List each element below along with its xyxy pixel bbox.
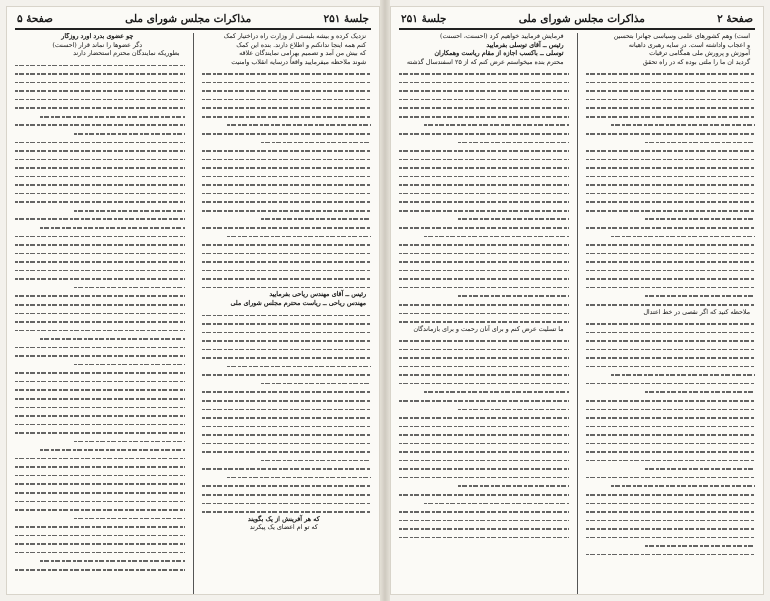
- right-page-number: صفحهٔ ۲: [717, 13, 753, 25]
- text-line-placeholder: [399, 214, 569, 223]
- text-line-placeholder: [399, 456, 569, 465]
- text-line-placeholder: [15, 531, 185, 540]
- text-line-placeholder: [586, 291, 756, 300]
- text-line-placeholder: [586, 78, 756, 87]
- text-line-placeholder: [202, 232, 372, 241]
- text-line-placeholder: [15, 249, 185, 258]
- text-line-placeholder: [202, 206, 372, 215]
- text-line-placeholder: [586, 413, 756, 422]
- text-line-placeholder: [202, 447, 372, 456]
- text-line-placeholder: [202, 490, 372, 499]
- text-line-placeholder: [586, 422, 756, 431]
- text-line-placeholder: [586, 163, 756, 172]
- text-line-placeholder: [15, 479, 185, 488]
- column-divider: [577, 33, 578, 595]
- book-gutter: [380, 0, 390, 601]
- text-line-placeholder: [15, 317, 185, 326]
- text-line-placeholder: [15, 445, 185, 454]
- text-line-placeholder: [15, 394, 185, 403]
- text-line-placeholder: [399, 249, 569, 258]
- text-line-placeholder: [586, 370, 756, 379]
- text-line: ملاحظه کنید که اگر نقصی در خط اعتدال: [643, 308, 750, 316]
- text-line-placeholder: [202, 155, 372, 164]
- text-line-placeholder: [399, 300, 569, 309]
- text-line: ما تسلیت عرض کنم و برای آنان رحمت و برای بازماندگان: [413, 325, 564, 333]
- text-line-placeholder: [15, 522, 185, 531]
- text-line-placeholder: [15, 471, 185, 480]
- text-line-placeholder: [15, 300, 185, 309]
- text-line-placeholder: [586, 499, 756, 508]
- speaker-line: مهندس ریاحی ــ ریاست محترم مجلس شورای ملی: [230, 299, 366, 307]
- body-text-block: [15, 61, 185, 574]
- text-line-placeholder: [15, 214, 185, 223]
- right-page-title: مذاکرات مجلس شورای ملی: [518, 13, 645, 25]
- left-page-header: [15, 11, 371, 30]
- text-line-placeholder: [586, 328, 756, 337]
- text-line-placeholder: [399, 163, 569, 172]
- text-line-placeholder: [202, 78, 372, 87]
- text-line-placeholder: [586, 274, 756, 283]
- text-line-placeholder: [586, 319, 756, 328]
- text-line-placeholder: [586, 257, 756, 266]
- left-page-title: مذاکرات مجلس شورای ملی: [125, 13, 252, 25]
- text-line-placeholder: [399, 447, 569, 456]
- text-line-placeholder: [202, 214, 372, 223]
- text-line-placeholder: [202, 172, 372, 181]
- text-line-placeholder: [202, 129, 372, 138]
- text-line-placeholder: [586, 180, 756, 189]
- text-line-placeholder: [399, 439, 569, 448]
- text-line-placeholder: [399, 499, 569, 508]
- text-line-placeholder: [202, 86, 372, 95]
- text-line-placeholder: [586, 189, 756, 198]
- text-line-placeholder: [202, 464, 372, 473]
- text-line-placeholder: [202, 481, 372, 490]
- text-line-placeholder: [202, 240, 372, 249]
- text-line-placeholder: [399, 86, 569, 95]
- text-line-placeholder: [15, 86, 185, 95]
- text-line-placeholder: [15, 257, 185, 266]
- text-line-placeholder: [399, 396, 569, 405]
- text-line-placeholder: [586, 103, 756, 112]
- text-line-placeholder: [15, 232, 185, 241]
- text-line-placeholder: [202, 311, 372, 320]
- text-line: که بیش من آمد و تصمیم بهرامی نمایندگان علاقه: [239, 50, 366, 58]
- text-line-placeholder: [202, 283, 372, 292]
- text-line: فرمایش فرمایید خواهیم کرد (احسنت، احسنت): [439, 33, 564, 40]
- text-line-placeholder: [202, 249, 372, 258]
- text-line-placeholder: [15, 223, 185, 232]
- text-line-placeholder: [15, 428, 185, 437]
- text-line-placeholder: [15, 505, 185, 514]
- text-line: شوند ملاحظه میفرمایید واقعاً درسایه انقلاب وامنیت: [231, 58, 366, 66]
- text-line-placeholder: [399, 232, 569, 241]
- text-line-placeholder: [399, 138, 569, 147]
- text-line-placeholder: [399, 257, 569, 266]
- text-line-placeholder: [15, 326, 185, 335]
- text-line-placeholder: [399, 481, 569, 490]
- text-line-placeholder: [586, 362, 756, 371]
- body-text-block: [202, 69, 372, 291]
- text-line-placeholder: [586, 283, 756, 292]
- text-line-placeholder: [202, 146, 372, 155]
- text-line-placeholder: [399, 197, 569, 206]
- text-line-placeholder: [202, 499, 372, 508]
- text-line-placeholder: [202, 223, 372, 232]
- text-line-placeholder: [15, 274, 185, 283]
- text-line-placeholder: [399, 283, 569, 292]
- text-line-placeholder: [15, 69, 185, 78]
- text-line-placeholder: [15, 548, 185, 557]
- text-line-placeholder: [586, 249, 756, 258]
- text-line-placeholder: [586, 197, 756, 206]
- text-line-placeholder: [586, 533, 756, 542]
- text-line-placeholder: [202, 257, 372, 266]
- text-line-placeholder: [399, 240, 569, 249]
- text-line-placeholder: [399, 78, 569, 87]
- text-line-placeholder: [202, 422, 372, 431]
- text-line-placeholder: [15, 120, 185, 129]
- text-line-placeholder: [586, 516, 756, 525]
- body-text-block: [399, 69, 569, 325]
- text-line-placeholder: [399, 533, 569, 542]
- text-line-placeholder: [399, 464, 569, 473]
- text-line-placeholder: [202, 120, 372, 129]
- text-line-placeholder: [586, 232, 756, 241]
- text-line-placeholder: [202, 103, 372, 112]
- text-line-placeholder: [15, 197, 185, 206]
- text-line-placeholder: [586, 206, 756, 215]
- text-line-placeholder: [586, 345, 756, 354]
- text-line-placeholder: [586, 464, 756, 473]
- left-page: [6, 6, 380, 595]
- body-text-block: [586, 69, 756, 308]
- text-line-placeholder: [586, 86, 756, 95]
- text-line-placeholder: [399, 120, 569, 129]
- text-line-placeholder: [202, 274, 372, 283]
- text-line-placeholder: [399, 129, 569, 138]
- text-line-placeholder: [15, 488, 185, 497]
- text-line-placeholder: [399, 309, 569, 318]
- text-line-placeholder: [15, 462, 185, 471]
- text-line-placeholder: [586, 69, 756, 78]
- text-line-placeholder: [586, 524, 756, 533]
- text-line-placeholder: [202, 112, 372, 121]
- text-line-placeholder: [586, 112, 756, 121]
- text-line-placeholder: [15, 291, 185, 300]
- text-line-placeholder: [15, 565, 185, 574]
- text-line-placeholder: [399, 103, 569, 112]
- text-line-placeholder: [202, 336, 372, 345]
- speaker-line: توسلی ــ باکسب اجازه از مقام ریاست وهمکاران: [434, 50, 564, 58]
- body-text-block: [202, 311, 372, 516]
- text-line-placeholder: [15, 411, 185, 420]
- text-line-placeholder: [399, 507, 569, 516]
- text-line-placeholder: [202, 396, 372, 405]
- text-line-placeholder: [399, 172, 569, 181]
- text-line-placeholder: [399, 379, 569, 388]
- text-line: بطوریکه نمایندگان محترم استحضار دارند: [73, 50, 180, 58]
- text-line-placeholder: [586, 172, 756, 181]
- text-line-placeholder: [15, 61, 185, 70]
- right-page-session: جلسهٔ ۲۵۱: [401, 13, 447, 25]
- text-line-placeholder: [202, 345, 372, 354]
- text-line-placeholder: [202, 430, 372, 439]
- text-line-placeholder: [399, 146, 569, 155]
- text-line-placeholder: [15, 309, 185, 318]
- text-line-placeholder: [586, 300, 756, 309]
- text-line-placeholder: [15, 172, 185, 181]
- text-line-placeholder: [586, 541, 756, 550]
- verse-line: دگر عضوها را نماند قرار (احسنت): [52, 41, 143, 49]
- text-line-placeholder: [15, 420, 185, 429]
- text-line-placeholder: [399, 189, 569, 198]
- left-page-right-column: [202, 33, 372, 595]
- text-line-placeholder: [15, 403, 185, 412]
- text-line-placeholder: [15, 206, 185, 215]
- text-line-placeholder: [586, 214, 756, 223]
- text-line-placeholder: [586, 550, 756, 559]
- text-line-placeholder: [15, 283, 185, 292]
- text-line-placeholder: [586, 387, 756, 396]
- column-divider: [193, 33, 194, 595]
- text-line-placeholder: [399, 95, 569, 104]
- text-line-placeholder: [586, 95, 756, 104]
- text-line-placeholder: [15, 368, 185, 377]
- text-line-placeholder: [399, 266, 569, 275]
- text-line-placeholder: [399, 69, 569, 78]
- text-line-placeholder: [202, 266, 372, 275]
- text-line-placeholder: [399, 387, 569, 396]
- text-line-placeholder: [399, 422, 569, 431]
- text-line: گردید ان ما را ملتی بوده که در راه تحقق: [642, 58, 750, 66]
- text-line-placeholder: [15, 189, 185, 198]
- body-text-block: [586, 319, 756, 558]
- speaker-line: رئیس ــ آقای مهندس ریاحی بفرمایید: [269, 291, 366, 299]
- text-line-placeholder: [15, 437, 185, 446]
- text-line-placeholder: [15, 103, 185, 112]
- text-line: کنم همه اینجا ندانکنم و اطلاع دارند. بنده این کمک: [236, 41, 366, 49]
- text-line-placeholder: [399, 524, 569, 533]
- text-line-placeholder: [15, 385, 185, 394]
- text-line-placeholder: [399, 155, 569, 164]
- text-line: و اعجاب واداشته است. در سایه رهبری داهیانه: [628, 41, 750, 49]
- text-line: آموزش و پرورش ملی همگامی ترقیات: [649, 50, 750, 58]
- text-line-placeholder: [399, 291, 569, 300]
- text-line-placeholder: [202, 405, 372, 414]
- text-line-placeholder: [15, 138, 185, 147]
- text-line-placeholder: [202, 69, 372, 78]
- right-page: [390, 6, 764, 595]
- text-line-placeholder: [15, 556, 185, 565]
- text-line-placeholder: [15, 514, 185, 523]
- text-line-placeholder: [586, 481, 756, 490]
- text-line-placeholder: [399, 336, 569, 345]
- text-line-placeholder: [15, 377, 185, 386]
- text-line-placeholder: [399, 345, 569, 354]
- text-line-placeholder: [586, 405, 756, 414]
- text-line-placeholder: [399, 370, 569, 379]
- text-line-placeholder: [399, 223, 569, 232]
- text-line-placeholder: [586, 456, 756, 465]
- text-line-placeholder: [202, 328, 372, 337]
- text-line-placeholder: [399, 430, 569, 439]
- right-page-left-column: [399, 33, 569, 595]
- text-line-placeholder: [586, 430, 756, 439]
- text-line-placeholder: [586, 507, 756, 516]
- text-line-placeholder: [399, 362, 569, 371]
- text-line-placeholder: [202, 439, 372, 448]
- text-line-placeholder: [586, 146, 756, 155]
- text-line-placeholder: [586, 447, 756, 456]
- right-page-columns: [399, 33, 755, 595]
- text-line-placeholder: [399, 405, 569, 414]
- left-page-number: صفحهٔ ۵: [17, 13, 53, 25]
- text-line-placeholder: [202, 138, 372, 147]
- text-line-placeholder: [399, 516, 569, 525]
- text-line-placeholder: [202, 387, 372, 396]
- text-line-placeholder: [202, 362, 372, 371]
- text-line-placeholder: [15, 454, 185, 463]
- text-line: است) وهم کشورهای علمی وسیاسی جهانرا بتحسین: [613, 33, 750, 40]
- text-line-placeholder: [202, 197, 372, 206]
- verse-line: که هر آفرینش از یک بگویند: [247, 515, 320, 523]
- text-line-placeholder: [15, 155, 185, 164]
- text-line-placeholder: [202, 95, 372, 104]
- text-line-placeholder: [202, 370, 372, 379]
- text-line-placeholder: [15, 266, 185, 275]
- text-line: محترم بنده میخواستم عرض کنم که از ۲۵ اسفندسال گذشته: [406, 58, 564, 66]
- text-line-placeholder: [202, 163, 372, 172]
- text-line-placeholder: [202, 456, 372, 465]
- text-line-placeholder: [15, 240, 185, 249]
- right-page-right-column: [586, 33, 756, 595]
- text-line-placeholder: [202, 353, 372, 362]
- text-line-placeholder: [399, 206, 569, 215]
- text-line-placeholder: [586, 155, 756, 164]
- verse-line: که تو ام اعضای یک پیکرند: [249, 524, 318, 532]
- body-text-block: [399, 336, 569, 541]
- text-line-placeholder: [15, 163, 185, 172]
- text-line-placeholder: [586, 396, 756, 405]
- text-line-placeholder: [586, 439, 756, 448]
- text-line-placeholder: [15, 539, 185, 548]
- text-line-placeholder: [202, 180, 372, 189]
- text-line-placeholder: [586, 379, 756, 388]
- text-line-placeholder: [15, 343, 185, 352]
- text-line-placeholder: [15, 497, 185, 506]
- text-line-placeholder: [202, 319, 372, 328]
- text-line-placeholder: [202, 189, 372, 198]
- text-line-placeholder: [15, 129, 185, 138]
- text-line-placeholder: [399, 473, 569, 482]
- text-line-placeholder: [399, 112, 569, 121]
- text-line-placeholder: [586, 336, 756, 345]
- left-page-columns: [15, 33, 371, 595]
- text-line-placeholder: [202, 507, 372, 516]
- text-line-placeholder: [586, 223, 756, 232]
- text-line-placeholder: [399, 317, 569, 326]
- text-line-placeholder: [586, 129, 756, 138]
- text-line-placeholder: [15, 351, 185, 360]
- text-line-placeholder: [15, 112, 185, 121]
- left-page-session: جلسهٔ ۲۵۱: [323, 13, 369, 25]
- text-line-placeholder: [15, 95, 185, 104]
- text-line-placeholder: [15, 180, 185, 189]
- text-line-placeholder: [586, 138, 756, 147]
- text-line-placeholder: [202, 473, 372, 482]
- speaker-line: رئیس ــ آقای توسلی بفرمایید: [486, 41, 564, 49]
- text-line-placeholder: [15, 334, 185, 343]
- left-page-left-column: [15, 33, 185, 595]
- text-line-placeholder: [586, 353, 756, 362]
- right-page-header: [399, 11, 755, 30]
- text-line-placeholder: [586, 473, 756, 482]
- text-line-placeholder: [586, 120, 756, 129]
- verse-line: چو عضوی بدرد آورد روزگار: [61, 33, 134, 40]
- text-line-placeholder: [399, 353, 569, 362]
- text-line-placeholder: [399, 180, 569, 189]
- text-line-placeholder: [15, 360, 185, 369]
- text-line-placeholder: [399, 274, 569, 283]
- text-line: نزدیک کرده و بیشه بلیستی از وزارت راه دراختیار کمک: [223, 33, 366, 40]
- text-line-placeholder: [586, 490, 756, 499]
- text-line-placeholder: [202, 413, 372, 422]
- text-line-placeholder: [586, 266, 756, 275]
- text-line-placeholder: [15, 78, 185, 87]
- text-line-placeholder: [15, 146, 185, 155]
- text-line-placeholder: [399, 490, 569, 499]
- text-line-placeholder: [586, 240, 756, 249]
- text-line-placeholder: [202, 379, 372, 388]
- text-line-placeholder: [399, 413, 569, 422]
